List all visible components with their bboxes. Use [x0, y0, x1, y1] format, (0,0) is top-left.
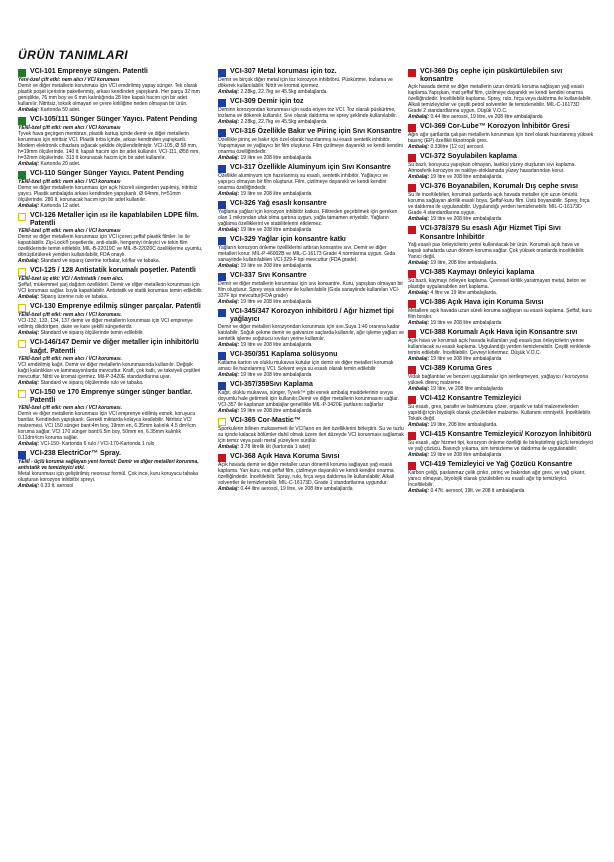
packaging-label: Ambalaj: [218, 155, 241, 161]
entry-subtitle: YENİ-özel çift etki: nem alıcı / VCI koruması [18, 228, 121, 235]
product-entry [18, 267, 204, 300]
entry-description: Metallere açık havada uzun süreli koruma sağlayan su esaslı kaplama. Şeffaf, kuru film bırakır. [408, 307, 592, 320]
product-entry [18, 450, 204, 489]
entry-description: Demir ve diğer metallerin korunması için VCI emprenye edilmiş esnek, koruyucu bantlar. Kendinden yapışkanlı. Gerekli miktarda kolayca kesilebilir. Nitritsiz VCI malzemesi. VCI 150 sünger bant:4m boy, 19mm en, 6.35mm kalınlık 4.5 dm³/cm koruma sağlar. VCI 170 sünger bant:6.5m boy, 50mm en, 6.35mm kalınlık 0.11dm³/cm koruma sağlar. [18, 411, 196, 442]
entry-title: VCI-389 Koruma Gres [420, 364, 492, 372]
entry-description: Demir ve diğer metallerin korunması için açık hücreli süngerden yapılmış, nitritsiz yayıcı. Plastik ambalajda arkası kendinden yapışkanlı. Ø 64mm, h=51mm ölçülerinde. 280 lt. korunacak hacım için bir adet kullanılır. [18, 185, 198, 203]
entry-header [408, 269, 594, 278]
packaging-value: Standard ve siparış ölçülerinde temin edilebilir. [40, 330, 144, 337]
entry-packaging [218, 342, 404, 348]
entry-header [18, 170, 204, 179]
entry-description: Demir ve diğer metallerin korunması için VCI içeren şeffaf plastik filmler. Isı ile kapatılabilir. Zip-Lock® poşetlerde, anti-statik, hengeniyi önleyici ve tekin film özelliklerinde temin edilebilir. MIL-B-22019C ve MIL-B-22020C özelliklerine uyumlu, dönüştürülerek yeniden kullanılabilir, FDA onaylı. [18, 234, 203, 259]
packaging-label: Ambalaj: [18, 294, 41, 301]
packaging-value: 2.28kg, 22.7kg ve 45.5kg ambalajlarda [240, 89, 327, 95]
packaging-value: Kartonda 20 adet. [40, 161, 81, 167]
blue-square-icon [218, 69, 226, 77]
packaging-value: VCI-150- Kartonda 6 rulo / VCI-170-Kartonda 1 rulo [40, 441, 155, 448]
packaging-label: Ambalaj: [408, 216, 431, 223]
entry-header [408, 461, 594, 470]
entry-description: Tyvek hava geçirgen membran, plastik kartuş içinde demir ve diğer metallerin korunması için nitritsiz VCI. Plastik tırba içinde, arkası kendinden yapışkanlı. Modern elektronik cihazlara sığacak şekilde ölçülendirilmiştir. VCI-105, Ø 58 mm, h=19mm ölçülerinde. 140 lt. kapalı hacım için bir adet kullanılır. VCI-111, Ø58 mm, h=32mm ölçülerinde. 313 lt korunacak hacım için bir adet kullanılır. [18, 131, 200, 161]
entry-packaging [218, 119, 404, 125]
packaging-label: Ambalaj: [408, 144, 431, 151]
packaging-label: Ambalaj: [18, 379, 41, 386]
packaging-value: 19 litre ve 208 litre ambalajlarda [240, 372, 312, 379]
entry-description: Karbon çeliği, paslanmaz çelik çinko, pirinç ve bakırdan ağır gres, ve yağ çıkarır, yanıcı olmayan, biyolojik olarak çözülebilen su esaslı ağır tip temizleyici. İnceltilebilir. [408, 469, 586, 488]
yellow-square-icon [18, 390, 26, 398]
entry-title: VCI-415 Konsantre Temizleyici/ Korozyon İnhibitörü [420, 430, 592, 438]
packaging-value: 19 litre ve 208 litre ambalajlarda [240, 227, 312, 233]
entry-header [218, 453, 404, 462]
entry-description: Su bazlı, kaymayı önleyen kaplama. Çevresel kirlilik yaratmayan metal, beton ve plastiğe uygulanabilen sert kaplama. [408, 277, 586, 290]
packaging-label: Ambalaj: [218, 372, 241, 379]
entry-packaging [18, 380, 204, 386]
packaging-label: Ambalaj: [408, 421, 431, 428]
entry-description: Şeffaf, mükemmel şarj dağıtım özellikleri. Demir ve diğer metallerin korunması için VCI koruması sağlar. Isıyla kapatılabilir. Antistatik ve statik koruması temin edilebilir. [18, 282, 203, 295]
entry-header [408, 183, 594, 192]
entry-description: Su esaslı, ağır hizmet tipi, korozyon önleme özelliği ile birleştirilmiş güçlü temizleyici ve yağ çözücü. Basınçlı yıkama, sim temizleme ve daldırma ile uygulanabilir. [408, 439, 594, 452]
blue-square-icon [218, 273, 226, 281]
packaging-value: 19 litre ve 208 litre ambalajlarda. [430, 174, 503, 181]
red-square-icon [408, 432, 416, 440]
product-entry [218, 417, 404, 450]
entry-description: VCI emdirilmiş kağıt. Demir ve diğer metallerin korunmasında kullanılır. Değişik kağıt kalınlıkları ve laminasyonlarda mevcuttur. Kraft, çok katlı, ve takviyeli çeşitleri mevcuttur. Nitrit ve kromat içermez. Mil-P-3420E standardlarına uyar. [18, 361, 201, 380]
entry-packaging [218, 486, 404, 492]
entry-subtitle: YENİ-özel üç etki: VCI / Antistatik / nem alıcı. [18, 276, 124, 283]
entry-title: VCI-345/347 Korozyon inhibitörü / Ağır hizmet tipi yağlayıcı [230, 308, 394, 324]
entry-subtitle: Yeni-özel çift etki: nem alıcı / VCI koruması [18, 77, 120, 83]
product-entry [18, 212, 204, 264]
packaging-label: Ambalaj: [218, 486, 241, 493]
product-entry [218, 453, 404, 492]
entry-title: VCI-337 Sıvı Konsantre [230, 272, 307, 279]
entry-description: Açık havada demir ve diğer metallerin uzun ömürlü koruma sağlayan yağ esaslı kaplama.Yapışkan, mat şeffaf film, çizilmeye dayanıklı ve kendi kendini onarma özelliğindedir. İnceltilebilir kaplama. Sprey, rulo, fırça veya daldırma ile kullanılabilir. Alkali temizleyiciler ve çeşitli petrol solventler ile temizlenebilir. MIL-C-16173D Grade 2 standardlarına uygun. Düşük V.O.C. [408, 84, 592, 115]
packaging-value: 19 litre ve 208 litre ambalajlarda [430, 451, 502, 458]
entry-packaging [408, 452, 594, 458]
entry-title: VCI-412 Konsantre Temizleyici [420, 394, 522, 402]
packaging-value: Kartonda 12 adet. [40, 203, 81, 209]
entry-description: Kağıt, oluklu mukavva, sünger, Tyvek™ gibi esnek ambalaj maddelerinin sıvıya doyumlu hale getirmek için kullanılır.Demir ve diğer metallerin korunmasını sağlar. VCI-357 ile kaplanan ambalajlar genellikle MIL-P-3420E şartlarını sağlarlar [218, 390, 399, 409]
packaging-label: Ambalaj: [218, 408, 241, 415]
entry-packaging [218, 155, 404, 161]
packaging-label: Ambalaj: [18, 483, 41, 490]
entry-packaging [408, 488, 594, 494]
entry-title: VCI-378/379 Su esaslı Ağır Hizmet Tipi Sıvı Konsantre İnhibitör [420, 225, 561, 241]
packaging-value: 19 litre ve 208 litre ambalajlarda [430, 216, 502, 223]
packaging-label: Ambalaj: [218, 191, 241, 197]
entry-title: VCI-105/111 Sünger Sünger Yayıcı. Patent Pending [30, 116, 198, 123]
packaging-value: 19 litre, ve 208 litre ambalajlarda [430, 385, 503, 392]
entry-title: VCI-419 Temizleyici ve Yağ Çözücü Konsantre [420, 460, 573, 468]
blue-square-icon [218, 129, 226, 137]
packaging-value: 0.44 litre aerosol, 19 litre, ve 208 litre ambalajlarda [430, 114, 543, 121]
product-entry [408, 183, 594, 222]
packaging-label: Ambalaj: [408, 319, 431, 326]
entry-description: Su esaslı, gres, parafin ve balmumunu çözer, organik ve tabii malzemelerden yapıldığı için biyolojik olarak çözülebilen malzeme. Kullanımı emniyetli. İnceltilebilir. Toksik değil. [408, 403, 592, 422]
entry-header [218, 351, 404, 360]
product-entry [18, 68, 204, 113]
entry-title: VCI-326 Yağ esaslı konsantre [230, 200, 327, 207]
entry-packaging [218, 408, 404, 414]
packaging-value: 19 litre ve 208 litre ambalajlarda [240, 191, 312, 197]
red-square-icon [408, 184, 416, 192]
entry-description: Su bazlı, koruyucu yapışkan olmayan, lastiksi yüzey oluşturan sıvı kaplama. Atmosferik korozyon ve nakliye-stoklamada yüzey hasarlarından korur. [408, 162, 576, 175]
packaging-label: Ambalaj: [408, 174, 431, 181]
entry-packaging [218, 299, 404, 305]
entry-title: VCI-150 ve 170 Emprenye sünger sünger bantlar. Patentli [30, 388, 193, 405]
entry-description: Metal korunması için geliştirilmiş neonsuz formül. Çok ince, kuru koruyucu tabaka oluşturan korozyon inhibitör spreyi. [18, 471, 199, 484]
packaging-label: Ambalaj: [218, 444, 241, 451]
red-square-icon [218, 454, 226, 462]
red-square-icon [408, 330, 416, 338]
product-entry [408, 269, 594, 296]
entry-packaging [218, 444, 404, 450]
packaging-label: Ambalaj: [408, 385, 431, 392]
product-entry [218, 164, 404, 197]
packaging-value: 19 litre ve 208 litre ambalajlarda [240, 408, 312, 415]
entry-title: VCI-316 Özellikle Bakır ve Pirinç için Sıvı Konsantre [230, 128, 402, 135]
blue-square-icon [218, 99, 226, 107]
entry-packaging [218, 89, 404, 95]
entry-title: VCI-372 Soyulabilen kaplama [420, 153, 517, 161]
entry-description: Açık hava ve korumalı açık havada kullanılan yağ esaslı pas önleyicilerin yerine kullanılacak su esaslı kaplama. Uygulandığı yerden temizlenebilir. Çeşitli renklerde temin edilebilir. İnceltilebilir. Çevreyi kirletmez. Düşük V.O.C. [408, 337, 591, 356]
product-entry [218, 236, 404, 269]
entry-packaging [18, 161, 204, 167]
product-entry [408, 461, 594, 494]
entry-subtitle: YENİ-özel çift etki: nem alıcı / VCI koruması. [18, 312, 122, 319]
entry-description: Su ile inceltilebilen, korumalı şartlarda açık havada metaller için uzun ömürlü koruma sağlayan akrilik esaslı boya. Şeffaf-kuru film. Üstü boyanabilir. Sprey, fırça ve daldırma ile uygulanabilir. Uygulandığı yerden temizlenebilir. MIL-C-16173D Grade 4 standardlarına uygun. [408, 192, 590, 217]
entry-subtitle: YENİ - üçlü koruma sağlayan yeni formül: Demir ve diğer metalleri korunma, antistatik ve temizleyici etki. [18, 459, 199, 472]
red-square-icon [408, 366, 416, 374]
blue-square-icon [218, 201, 226, 209]
packaging-label: Ambalaj: [408, 487, 431, 494]
blue-square-icon [218, 352, 226, 360]
entry-description: Demir ve diğer metallerin korunması için sıvı konsantre. Kuru, yapışkan olmayan bir film oluşturur. Sprey veya sisleme ile kullanılabilir (Gıda sanayiinde kullanılan VCI-337F tipi mevcuttur(FDA grade) [218, 281, 404, 299]
entry-title: VCI-368 Açık Hava Koruma Sıvısı [230, 453, 340, 461]
red-square-icon [408, 300, 416, 308]
packaging-label: Ambalaj: [218, 89, 241, 95]
packaging-value: Siparış üzerine rulo ve tabaka. [40, 294, 109, 301]
entry-title: VCI-101 Emprenye süngerı. Patentli [30, 68, 148, 75]
packaging-label: Ambalaj: [218, 299, 241, 305]
entry-title: VCI-130 Emprenye edilmiş sünger parçalar. Patentli [30, 303, 201, 311]
entry-packaging [408, 320, 594, 326]
product-entry [408, 299, 594, 326]
yellow-square-icon [18, 213, 26, 221]
page-title: ÜRÜN TANIMLARI [18, 48, 129, 62]
product-entry [218, 272, 404, 305]
entry-header [218, 200, 404, 209]
entry-header [18, 212, 204, 228]
entry-description: VCI-132, 133, 134, 137 demir ve diğer metallerin korunması için VCI emprenye edilmiş dikdörtgen, daire ve kare şekilli süngerlerdir. [18, 318, 193, 331]
entry-packaging [218, 372, 404, 378]
entry-header [408, 299, 594, 308]
entry-header [18, 116, 204, 125]
red-square-icon [408, 69, 416, 77]
product-entry [408, 329, 594, 362]
packaging-label: Ambalaj: [18, 203, 41, 209]
entry-header [218, 164, 404, 173]
entry-packaging [18, 203, 204, 209]
column-2 [218, 68, 404, 495]
blue-square-icon [218, 165, 226, 173]
entry-title: VCI-329 Yağlar için konsantre katkı [230, 236, 346, 243]
yellow-square-icon [218, 418, 226, 426]
product-entry [218, 200, 404, 233]
entry-subtitle: YENİ-özel çift etki: nem alıcı / VCI koruması [18, 125, 121, 131]
packaging-value: 0.44 litre aerosol, 19 litre, ve 208 litre ambalajlarda [240, 486, 353, 493]
blue-square-icon [218, 237, 226, 245]
entry-header [408, 225, 594, 241]
entry-header [218, 417, 404, 426]
entry-packaging [408, 422, 594, 428]
entry-description: Özellikle aluminyum için hazırlanmış su esaslı, sentetik inhibitör. Yağlayıcı ve yapışıcı olmayan bir film oluşturur. Film, çizilmeye dayanıklı ve kendi kendini onarma özelliğindedir. [218, 173, 388, 191]
entry-description: Demirin korozyondan korunması için suda eriyen toz VCI. Toz olarak püskürtme, tozlama ve dökerek kullanılır. Sıvı olarak daldırma ve sprey şeklinde kullanılabilir. [218, 107, 397, 119]
entry-subtitle: YENİ-özel çift etki: nem alıcı / VCI koruması. [18, 405, 122, 412]
packaging-label: Ambalaj: [408, 451, 431, 458]
entry-title: VCI-307 Metal koruması için toz. [230, 68, 337, 75]
entry-packaging [218, 191, 404, 197]
packaging-value: 2.28kg, 22.7kg ve 45.5kg ambalajlarda [240, 119, 327, 125]
column-3 [408, 68, 594, 497]
packaging-label: Ambalaj: [18, 441, 41, 448]
entry-title: VCI-146/147 Demir ve diğer metaller için inhibitörlü kağıt. Patentli [30, 339, 199, 355]
red-square-icon [408, 270, 416, 278]
packaging-label: Ambalaj: [408, 355, 431, 362]
product-entry [218, 381, 404, 414]
red-square-icon [408, 124, 416, 132]
entry-packaging [408, 356, 594, 362]
entry-description: Demir ve birçok diğer metal için toz korozyon inhibitörü. Püskürtme, tozlama ve dökerek kullanılabilir. Nitrit ve kromat içermez. [218, 77, 393, 89]
entry-header [218, 128, 404, 137]
yellow-square-icon [18, 340, 26, 348]
entry-title: VCI-365 Cor-Mastic™ [230, 417, 301, 425]
packaging-value: 19 litre ve 208 litre ambalajlarda [240, 155, 312, 161]
entry-packaging [18, 107, 204, 113]
packaging-label: Ambalaj: [218, 119, 241, 125]
entry-description: Demir ve diğer metallerin korunması için VCI emdirilmiş yapay sünger. Tek olarak plastik poşet içerisine paketlenmiş, arkası kendinden yapışkanlı. Her parça 32 mm genişlikte, 76 mm boy ve 6 mm kalınlığında 28 litre kapalı hacım için bir adet kullanılır. Nitritsiz, toksik olmayan ve çevre kirliliğine neden olmayan bir ürün. [18, 83, 200, 107]
entry-header [408, 395, 594, 404]
red-square-icon [408, 396, 416, 404]
packaging-value: 3.78 litrelik kit (kartonda 1 adet) [240, 444, 311, 451]
product-entry [18, 170, 204, 209]
entry-packaging [408, 290, 594, 296]
product-entry [408, 123, 594, 150]
entry-packaging [18, 330, 204, 336]
product-entry [18, 116, 204, 167]
packaging-value: 0.33litre (12 oz) aerosol. [430, 144, 485, 151]
packaging-value: 19 litre, 208 litre ambalajlarda. [430, 421, 498, 428]
product-entry [18, 303, 204, 336]
entry-header [218, 68, 404, 77]
packaging-value: Standard ve siparış üzerine torbalar, kılıflar ve tabaka. [40, 258, 161, 265]
product-entry [18, 389, 204, 447]
product-entry [408, 68, 594, 120]
entry-description: Demir ve diğer metalleri korozyondan korunması için sıvı.Suya 1:40 oranına kadar katılabilir. Soğuk çekme demir ve galvanize saçlarda kullanılır, ağır işleme yağları ve sentetik işleme soğutucu sıvıları yerine kullanılır. [218, 324, 404, 343]
entry-header [218, 308, 404, 324]
entry-title: VCI-309 Demir için toz [230, 98, 304, 105]
packaging-label: Ambalaj: [408, 289, 431, 296]
packaging-label: Ambalaj: [218, 342, 241, 349]
entry-header [408, 123, 594, 132]
entry-description: Vidalı bağlantılar ve benzeri uygulamalar için sertleşmeyen, yağlayıcı / korozyona yüksek direnç malzeme. [408, 373, 588, 386]
entry-header [408, 68, 594, 84]
packaging-label: Ambalaj: [18, 330, 41, 337]
packaging-value: 19 litre ve 208 litre ambalajlarda [240, 299, 312, 305]
packaging-value: 19 litre, 208 litre ambalajlarda. [430, 259, 498, 266]
entry-title: VCI-350/351 Kaplama solüsyonu [230, 351, 338, 359]
entry-header [18, 389, 204, 405]
entry-title: VCI-369 Cor-Lube™ Korozyon İnhibitör Gresi [420, 123, 570, 131]
entry-title: VCI-369 Dış cephe için püskürtülebilen sıvı konsantre [420, 68, 563, 84]
entry-description: Özellikle pirinç ve bakır için özel olarak hazırlanmış su esaslı sentetik inhibitör. Yapışmayan ve yağlayıcı bir film oluşturur. Film çizilmeye dayanıklı ve kendi kendini onarma özelliğindedir. [218, 137, 403, 155]
product-entry [218, 128, 404, 161]
green-square-icon [18, 171, 26, 179]
packaging-label: Ambalaj: [18, 161, 41, 167]
entry-title: VCI-385 Kaymayı önleyici kaplama [420, 268, 535, 276]
entry-description: Ağırı ağır şartlarda çalışan metallerin korunması için özel olarak hazırlanmış yüksek basınç (EP) özellikli tiksotropik gres. [408, 132, 594, 145]
entry-title: VCI-386 Açık Hava için Koruma Sıvısı [420, 298, 544, 306]
entry-header [218, 98, 404, 107]
entry-description: Sporkulerin bilinen mukavemeti ile VCI'ların en ileri özelliklerini birleştirir. Su ve tuzlu su içinde kalacak bölümler dahil olmak üzere ileri düzeyde VCI korunması sağlamak için temiz veya paslı metal yüzeylere sürülür. [218, 426, 404, 445]
packaging-label: Ambalaj: [408, 259, 431, 266]
red-square-icon [408, 154, 416, 162]
entry-packaging [18, 483, 204, 489]
entry-packaging [408, 260, 594, 266]
entry-header [218, 236, 404, 245]
entry-packaging [218, 263, 404, 269]
packaging-value: Standard ve siparış ölçülerinde rulo ve tabaka. [40, 379, 144, 386]
packaging-label: Ambalaj: [218, 263, 241, 269]
packaging-value: 0.47lt. aerosol, 19lt. ve 208 lt ambalajlarda [430, 487, 525, 494]
entry-description: Açık havada demir ve diğer metaller uzun dönemli koruma sağlayan yağ esaslı kaplama. Yarı kuru, mat şeffaf film, çizilmeye dayanıklı ve kendi kendini onarma özelliğindedir. İnceltilebilir. Spray, rulo, fırça veya daldırma ile kullanılabilir. Alkali solventler ile temizlenebilir. MIL-C-16173D, Grade 1 standartlarına uygundur. [218, 462, 395, 487]
entry-header [18, 68, 204, 77]
entry-title: VCI-388 Korumalı Açık Hava için Konsantre sıvı [420, 328, 578, 336]
product-entry [218, 98, 404, 125]
entry-title: VCI-317 Özellikle Aluminyum için Sıvı Konsantre [230, 164, 391, 171]
entry-header [408, 365, 594, 374]
entry-description: Yağ esaslı pas önleyicilerin yerini kullanılacak bir ürün. Korumalı açık hava ve kapalı sahalarda uzun dönem koruma sağlar. Çok yüksek oranlarda inceltilebilir. Yanıcı değil. [408, 241, 585, 260]
packaging-value: 19 litre ve 208 litre ambalajlarda [430, 319, 502, 326]
entry-header [218, 381, 404, 390]
packaging-label: Ambalaj: [18, 107, 41, 113]
entry-packaging [408, 174, 594, 180]
packaging-value: 0.33 lt. aerosol [40, 483, 74, 490]
product-entry [408, 431, 594, 458]
entry-description: Katlama karton ve oluklu mukavva kutular için demir ve diğer metalleri korumak amacı ile hazırlanmış VCI. Solvent veya su esaslı olarak temin edilebilir [218, 360, 394, 373]
product-entry [218, 68, 404, 95]
packaging-value: Kartonda 50 adet. [40, 107, 81, 113]
product-entry [408, 225, 594, 265]
blue-square-icon [218, 382, 226, 390]
entry-title: VCI-357/359Sıvı Kaplama [230, 381, 313, 389]
entry-subtitle: YENİ-özel çift etki: nem alıcı / VCI koruması [18, 179, 121, 185]
entry-title: VCI-126 Metaller için ısı ile kapatılabilen LDPE film. Patentli [30, 212, 199, 228]
entry-packaging [18, 258, 204, 264]
packaging-label: Ambalaj: [408, 114, 431, 121]
red-square-icon [408, 226, 416, 234]
entry-packaging [408, 144, 594, 150]
entry-title: VCI-238 ElectriCor™ Spray. [30, 450, 121, 458]
entry-description: Yağlama yağları için korozyon inhibitör katkısı. Filitreden geçebilmek için gereken olan 1 mikrondan ufak olma şartına uygun, yağla tamamen eriyebilir. Yağların yağlama özelliklerini ve stabilitelerini etkilemez. [218, 209, 398, 227]
entry-header [18, 339, 204, 355]
entry-packaging [18, 294, 204, 300]
product-entry [218, 308, 404, 348]
green-square-icon [18, 117, 26, 125]
entry-header [18, 450, 204, 459]
entry-header [408, 153, 594, 162]
blue-square-icon [218, 309, 226, 317]
entry-packaging [408, 216, 594, 222]
product-entry [218, 351, 404, 378]
product-entry [408, 395, 594, 428]
entry-header [408, 329, 594, 338]
product-entry [408, 365, 594, 392]
green-square-icon [18, 69, 26, 77]
packaging-value: 19 litre ve 208 litre ambalajlarda [240, 342, 312, 349]
entry-header [408, 431, 594, 440]
column-1 [18, 68, 204, 492]
entry-title: VCI-376 Boyanabilen, Korumalı Dış cephe sıvısı [420, 183, 578, 191]
packaging-value: 19 litre ve 208 litre ambalajlarda [430, 355, 502, 362]
entry-header [218, 272, 404, 281]
packaging-label: Ambalaj: [218, 227, 241, 233]
entry-subtitle: YENİ-özel çift etki: nem alıcı / VCI koruması. [18, 355, 122, 362]
entry-packaging [408, 386, 594, 392]
entry-description: Yağların korozyon önleme özelliklerini arttıran konsantre sıvı. Demir ve diğer metalleri korur. MIL-P-46002B ve MIL-C-16173 Grade 4 normlarına uygun. Gıda sanayiinde kullanılabilen VCI-329-F tipi mevcuttur (FDA grade). [218, 245, 396, 263]
entry-title: VCI-110 Sünger Sünger Yayıcı. Patent Pending [30, 170, 184, 177]
packaging-label: Ambalaj: [18, 258, 41, 265]
product-entry [408, 153, 594, 180]
packaging-value: 19 litre ve 208 litre ambalajlarda [240, 263, 312, 269]
red-square-icon [408, 462, 416, 470]
entry-packaging [218, 227, 404, 233]
packaging-value: 4 litre ve 19 litre ambalajlarda. [430, 289, 498, 296]
entry-packaging [18, 441, 204, 447]
product-entry [18, 339, 204, 385]
entry-title: VCI-125 / 128 Antistatik korumalı poşetler. Patentli [30, 267, 196, 275]
entry-packaging [408, 114, 594, 120]
